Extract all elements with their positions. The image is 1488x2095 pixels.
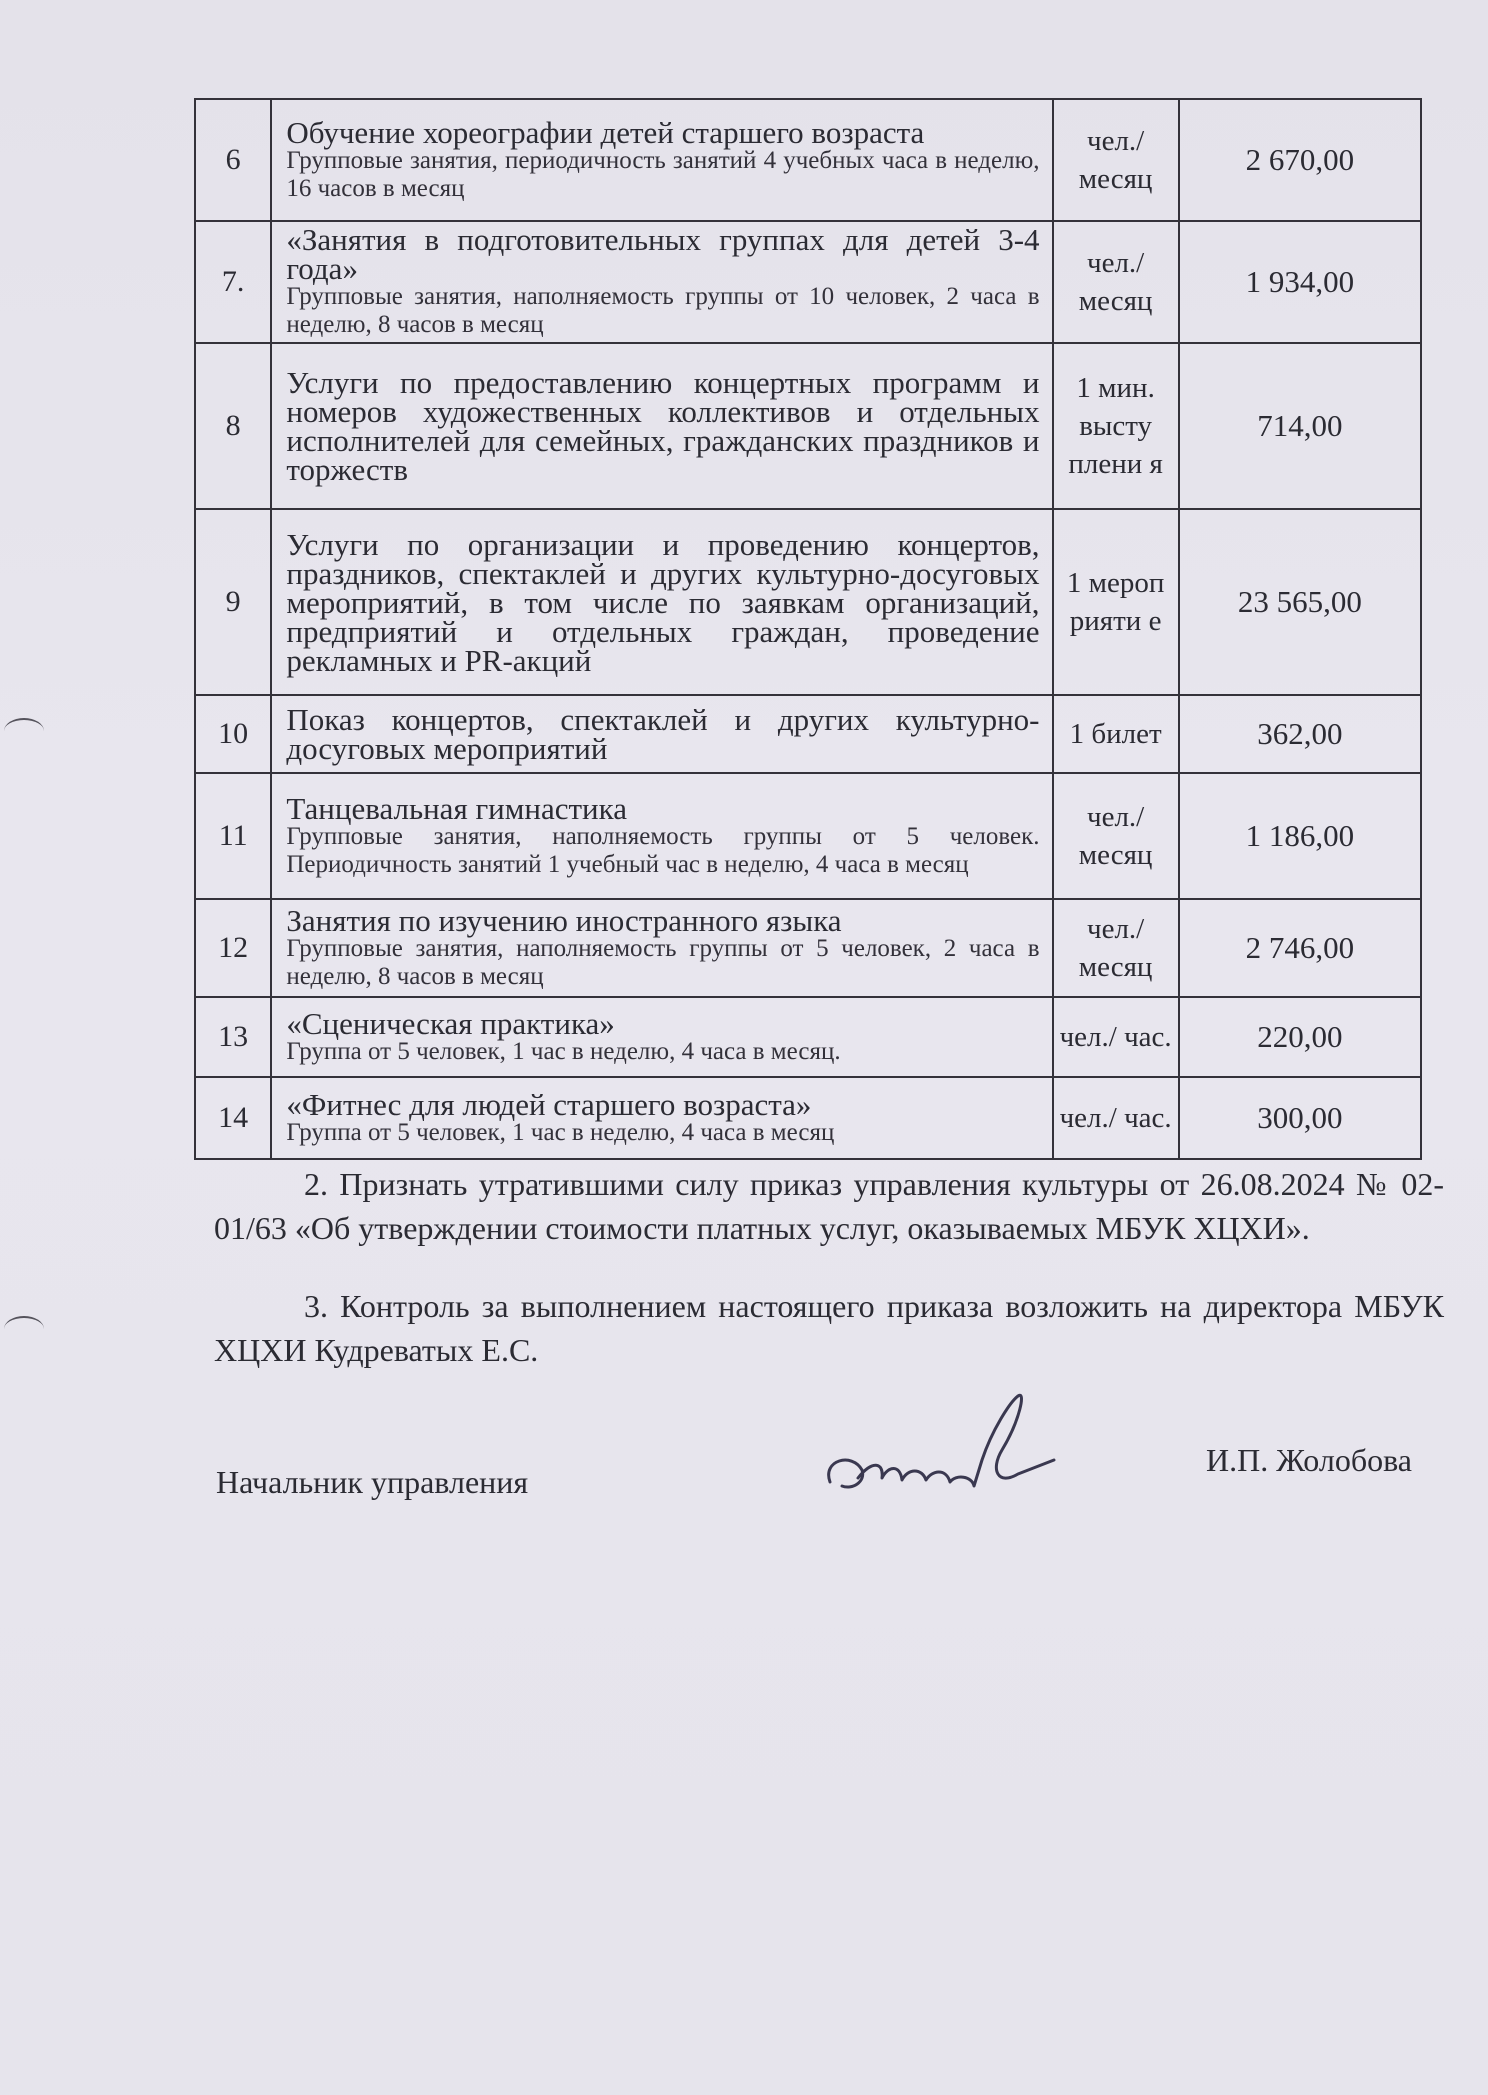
price-value: 1 934,00: [1179, 221, 1421, 343]
price-value: 2 670,00: [1179, 99, 1421, 221]
unit-of-measure: 1 мин. высту плени я: [1053, 343, 1179, 509]
service-description: [271, 997, 1052, 1077]
table-row: [195, 221, 1421, 343]
service-title: Занятия по изучению иностранного языка: [286, 902, 842, 938]
price-value: 220,00: [1179, 997, 1421, 1077]
price-value: 362,00: [1179, 695, 1421, 773]
service-title: «Фитнес для людей старшего возраста»: [286, 1086, 812, 1122]
service-title: Танцевальная гимнастика: [286, 790, 627, 826]
unit-of-measure: чел./ месяц: [1053, 221, 1179, 343]
services-price-table: [194, 98, 1422, 1160]
service-description: [271, 695, 1052, 773]
unit-of-measure: чел./ час.: [1053, 997, 1179, 1077]
price-value: 714,00: [1179, 343, 1421, 509]
row-number: 9: [195, 509, 271, 695]
paragraph-2: 2. Признать утратившими силу приказ управления культуры от 26.08.2024 № 02-01/63 «Об утверждении стоимости платных услуг, оказываемых МБУК ХЦХИ».: [214, 1166, 1444, 1246]
service-details: Групповые занятия, наполняемость группы от 10 человек, 2 часа в неделю, 8 часов в месяц: [286, 283, 1040, 338]
service-description: [271, 899, 1052, 997]
service-description: [271, 99, 1052, 221]
service-title: «Занятия в подготовительных группах для детей 3-4 года»: [286, 222, 1040, 286]
services-table-body: [195, 99, 1421, 1159]
handwritten-signature: [822, 1390, 1092, 1510]
table-row: [195, 509, 1421, 695]
table-row: [195, 1077, 1421, 1159]
service-details: Групповые занятия, периодичность занятий 4 учебных часа в неделю, 16 часов в месяц: [286, 146, 1040, 202]
row-number: 14: [195, 1077, 271, 1159]
unit-of-measure: чел./ час.: [1053, 1077, 1179, 1159]
unit-of-measure: чел./ месяц: [1053, 99, 1179, 221]
unit-of-measure: чел./ месяц: [1053, 773, 1179, 899]
price-value: 2 746,00: [1179, 899, 1421, 997]
table-row: [195, 99, 1421, 221]
row-number: 8: [195, 343, 271, 509]
service-description: [271, 1077, 1052, 1159]
punch-hole-mark: [4, 1316, 44, 1342]
table-row: [195, 899, 1421, 997]
signatory-position: Начальник управления: [216, 1464, 529, 1500]
service-title: Показ концертов, спектаклей и других культурно-досуговых мероприятий: [286, 702, 1040, 766]
service-details: Групповые занятия, наполняемость группы от 5 человек. Периодичность занятий 1 учебный час в неделю, 4 часа в месяц: [286, 822, 1040, 878]
unit-of-measure: 1 билет: [1053, 695, 1179, 773]
unit-of-measure: 1 мероп рияти е: [1053, 509, 1179, 695]
service-title: Обучение хореографии детей старшего возраста: [286, 114, 925, 150]
service-description: [271, 509, 1052, 695]
unit-of-measure: чел./ месяц: [1053, 899, 1179, 997]
row-number: 11: [195, 773, 271, 899]
service-title: «Сценическая практика»: [286, 1005, 615, 1041]
row-number: 10: [195, 695, 271, 773]
row-number: 12: [195, 899, 271, 997]
price-value: 1 186,00: [1179, 773, 1421, 899]
row-number: 13: [195, 997, 271, 1077]
table-row: [195, 343, 1421, 509]
signatory-name: И.П. Жолобова: [1206, 1442, 1412, 1478]
price-value: 300,00: [1179, 1077, 1421, 1159]
service-details: Группа от 5 человек, 1 час в неделю, 4 часа в месяц: [286, 1118, 835, 1146]
paragraph-3: 3. Контроль за выполнением настоящего приказа возложить на директора МБУК ХЦХИ Кудреватых Е.С.: [214, 1288, 1444, 1368]
service-details: Группа от 5 человек, 1 час в неделю, 4 часа в месяц.: [286, 1037, 841, 1065]
service-description: [271, 221, 1052, 343]
service-description: [271, 343, 1052, 509]
service-details: Групповые занятия, наполняемость группы от 5 человек, 2 часа в неделю, 8 часов в месяц: [286, 934, 1040, 990]
row-number: 7.: [195, 221, 271, 343]
table-row: [195, 773, 1421, 899]
price-value: 23 565,00: [1179, 509, 1421, 695]
service-description: [271, 773, 1052, 899]
punch-hole-mark: [4, 718, 44, 744]
row-number: 6: [195, 99, 271, 221]
table-row: [195, 695, 1421, 773]
table-row: [195, 997, 1421, 1077]
service-title: Услуги по организации и проведению концертов, праздников, спектаклей и других культурно-досуговых мероприятий, в том числе по заявкам организаций, предприятий и отдельных граждан, проведение рекламных и PR-акций: [286, 526, 1040, 678]
service-title: Услуги по предоставлению концертных программ и номеров художественных коллективов и отдельных исполнителей для семейных, гражданских праздников и торжеств: [286, 365, 1040, 487]
